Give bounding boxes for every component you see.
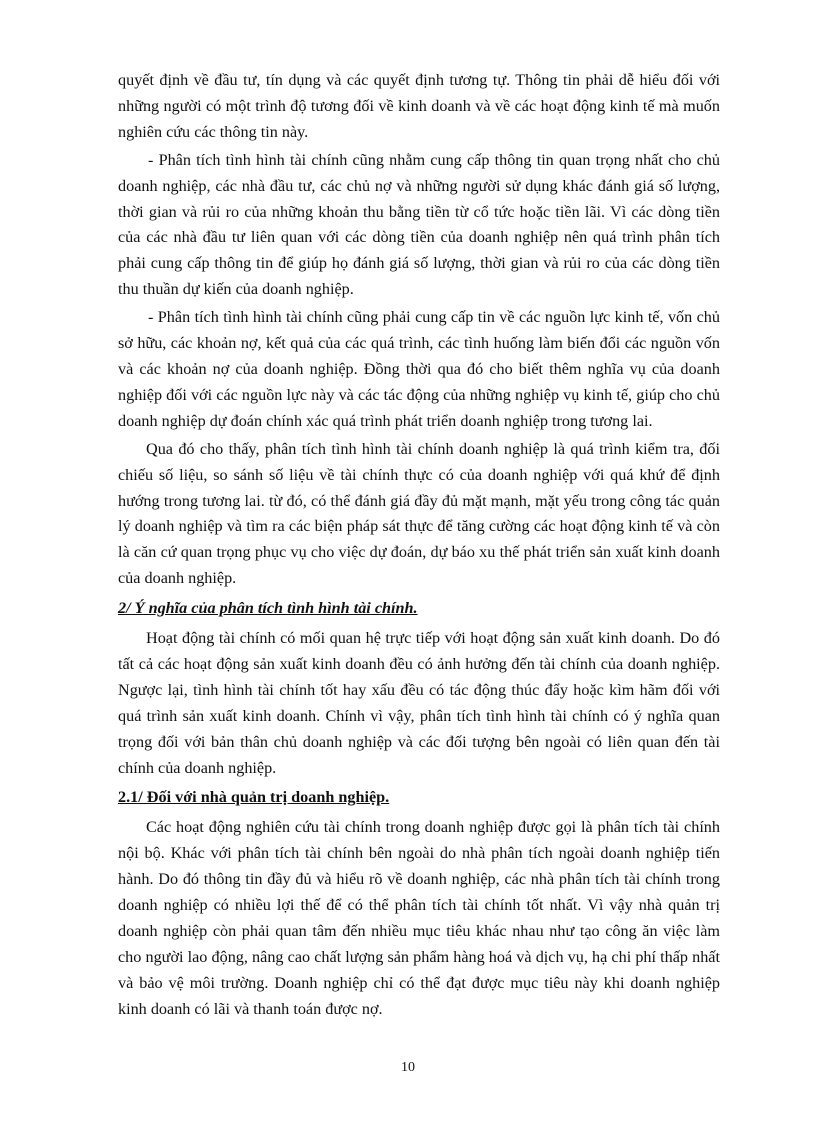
paragraph-significance: Hoạt động tài chính có mối quan hệ trực tiếp với hoạt động sản xuất kinh doanh. Do đó tất cả các hoạt động sản xuất kinh doanh đều có ảnh hưởng đến tài chính của doanh nghiệp. Ngược lại, tình hình tài chính tốt hay xấu đều có tác động thúc đẩy hoặc kìm hãm đối với quá trình sản xuất kinh doanh. Chính vì vậy, phân tích tình hình tài chính có ý nghĩa quan trọng đối với bản thân chủ doanh nghiệp và các đối tượng bên ngoài có liên quan đến tài chính của doanh nghiệp.: [118, 629, 720, 777]
paragraph-summary: Qua đó cho thấy, phân tích tình hình tài chính doanh nghiệp là quá trình kiểm tra, đối chiếu số liệu, so sánh số liệu về tài chính thực có của doanh nghiệp với quá khứ để định hướng trong tương lai. từ đó, có thể đánh giá đầy đủ mặt mạnh, mặt yếu trong công tác quản lý doanh nghiệp và tìm ra các biện pháp sát thực để tăng cường các hoạt động kinh tế và còn là căn cứ quan trọng phục vụ cho việc dự đoán, dự báo xu thế phát triển sản xuất kinh doanh của doanh nghiệp.: [118, 439, 720, 588]
page-body: [118, 68, 720, 1023]
subsection-heading-managers: 2.1/ Đối với nhà quản trị doanh nghiệp.: [118, 788, 390, 807]
paragraph-bullet-resources: - Phân tích tình hình tài chính cũng phải cung cấp tin về các nguồn lực kinh tế, vốn chủ sở hữu, các khoản nợ, kết quả của các quá trình, các tình huống làm biến đổi các nguồn vốn và các khoản nợ của doanh nghiệp. Đồng thời qua đó cho biết thêm nghĩa vụ của doanh nghiệp đối với các nguồn lực này và các tác động của những nghiệp vụ kinh tế, giúp cho chủ doanh nghiệp dự đoán chính xác quá trình phát triển doanh nghiệp trong tương lai.: [118, 308, 720, 430]
paragraph-bullet-cash-flow: - Phân tích tình hình tài chính cũng nhằm cung cấp thông tin quan trọng nhất cho chủ doanh nghiệp, các nhà đầu tư, các chủ nợ và những người sử dụng khác đánh giá số lượng, thời gian và rủi ro của những khoản thu bằng tiền từ cổ tức hoặc tiền lãi. Vì các dòng tiền của các nhà đầu tư liên quan với các dòng tiền của doanh nghiệp nên quá trình phân tích phải cung cấp thông tin để giúp họ đánh giá số lượng, thời gian và rủi ro của các dòng tiền thu thuần dự kiến của doanh nghiệp.: [118, 150, 720, 299]
paragraph-managers: Các hoạt động nghiên cứu tài chính trong doanh nghiệp được gọi là phân tích tài chính nội bộ. Khác với phân tích tài chính bên ngoài do nhà phân tích ngoài doanh nghiệp tiến hành. Do đó thông tin đầy đủ và hiểu rõ về doanh nghiệp, các nhà phân tích tài chính trong doanh nghiệp có nhiều lợi thế để có thể phân tích tài chính tốt nhất. Vì vậy nhà quản trị doanh nghiệp còn phải quan tâm đến nhiều mục tiêu khác nhau như tạo công ăn việc làm cho người lao động, nâng cao chất lượng sản phẩm hàng hoá và dịch vụ, hạ chi phí thấp nhất và bảo vệ môi trường. Doanh nghiệp chỉ có thể đạt được mục tiêu này khi doanh nghiệp kinh doanh có lãi và thanh toán được nợ.: [118, 818, 720, 1018]
section-heading-significance: 2/ Ý nghĩa của phân tích tình hình tài chính.: [118, 599, 418, 618]
page-number: 10: [401, 1060, 415, 1075]
paragraph-continuation: quyết định về đầu tư, tín dụng và các quyết định tương tự. Thông tin phải dễ hiểu đối với những người có một trình độ tương đối về kinh doanh và về các hoạt động kinh tế mà muốn nghiên cứu các thông tin này.: [118, 71, 720, 141]
